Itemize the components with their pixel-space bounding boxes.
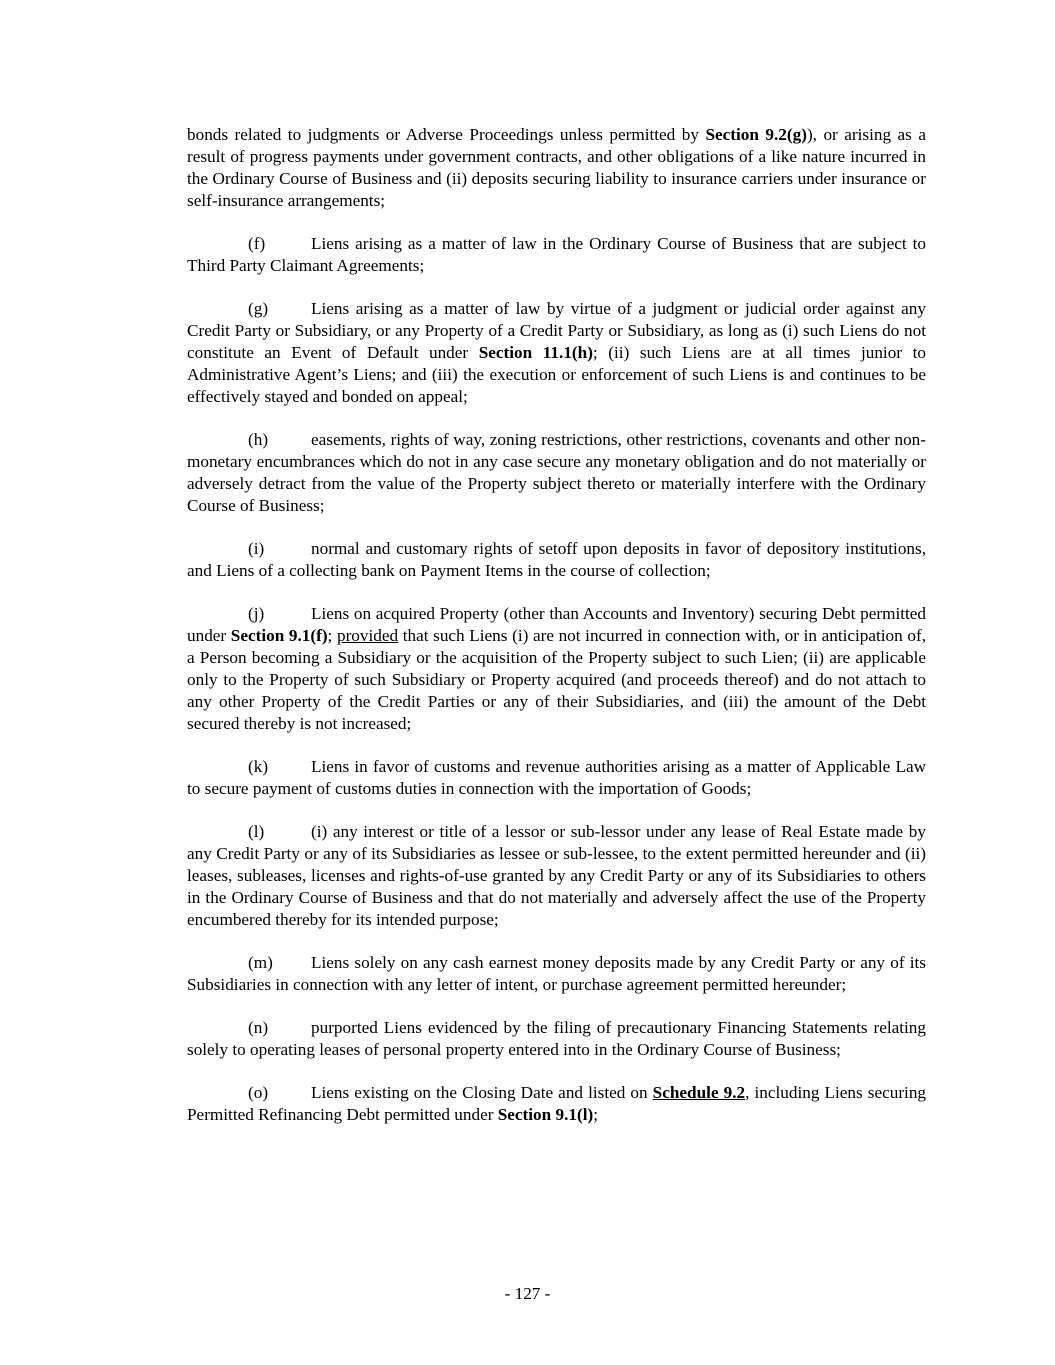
paragraph-o: (o) Liens existing on the Closing Date and listed on Schedule 9.2, including Liens securing Permitted Refinancing Debt permitted under Section 9.1(l);: [187, 1083, 927, 1124]
paragraph-g: (g) Liens arising as a matter of law by virtue of a judgment or judicial order against any Credit Party or Subsidiary, or any Property of a Credit Party or Subsidiary, as long as (i) such Liens do not constitute an Event of Default under Section 11.1(h); (ii) such Liens are at all times junior to Administrative Agent’s Liens; and (iii) the execution or enforcement of such Liens is and continues to be effectively stayed and bonded on appeal;: [187, 299, 926, 406]
section-reference: Section 9.2(g): [705, 125, 807, 144]
paragraph-k: (k) Liens in favor of customs and revenue authorities arising as a matter of Applicable Law to secure payment of customs duties in connection with the importation of Goods;: [187, 757, 926, 798]
paragraph-l: (l) (i) any interest or title of a lessor or sub-lessor under any lease of Real Estate made by any Credit Party or any of its Subsidiaries as lessee or sub-lessee, to the extent permitted hereunder and (ii) leases, subleases, licenses and rights-of-use granted by any Credit Party or any of its Subsidiaries to others in the Ordinary Course of Business and that do not materially and adversely affect the use of the Property encumbered thereby for its intended purpose;: [187, 822, 926, 929]
item-label: (h): [248, 430, 269, 449]
section-reference: Section 9.1(l): [497, 1105, 594, 1124]
paragraph-f: (f) Liens arising as a matter of law in the Ordinary Course of Business that are subject to Third Party Claimant Agreements;: [187, 234, 926, 275]
item-label: (j): [248, 604, 265, 623]
item-label: (l): [248, 822, 265, 841]
paragraph-m: (m) Liens solely on any cash earnest money deposits made by any Credit Party or any of its Subsidiaries in connection with any letter of intent, or purchase agreement permitted hereunder;: [187, 953, 926, 994]
item-label: (m): [248, 953, 273, 972]
paragraph-n: (n) purported Liens evidenced by the filing of precautionary Financing Statements relating solely to operating leases of personal property entered into in the Ordinary Course of Business;: [187, 1018, 926, 1059]
item-label: (g): [248, 299, 269, 318]
document-page: [187, 124, 926, 1147]
paragraph-h: (h) easements, rights of way, zoning restrictions, other restrictions, covenants and other non-monetary encumbrances which do not in any case secure any monetary obligation and do not materially or adversely detract from the value of the Property subject thereto or materially interfere with the Ordinary Course of Business;: [187, 430, 926, 515]
item-label: (o): [248, 1083, 269, 1102]
section-reference: Section 9.1(f): [230, 626, 328, 645]
item-label: (k): [248, 757, 269, 776]
page-number: - 127 -: [504, 1284, 551, 1303]
section-reference: Section 11.1(h): [478, 343, 593, 362]
item-label: (n): [248, 1018, 269, 1037]
item-label: (i): [248, 539, 265, 558]
paragraph-j: (j) Liens on acquired Property (other than Accounts and Inventory) securing Debt permitted under Section 9.1(f); provided that such Liens (i) are not incurred in connection with, or in anticipation of, a Person becoming a Subsidiary or the acquisition of the Property subject to such Lien; (ii) are applicable only to the Property of such Subsidiary or Property acquired (and proceeds thereof) and do not attach to any other Property of the Credit Parties or any of their Subsidiaries, and (iii) the amount of the Debt secured thereby is not increased;: [187, 604, 926, 733]
schedule-reference: Schedule 9.2: [652, 1083, 746, 1102]
item-label: (f): [248, 234, 266, 253]
paragraph-continuation: bonds related to judgments or Adverse Proceedings unless permitted by Section 9.2(g)), or arising as a result of progress payments under government contracts, and other obligations of a like nature incurred in the Ordinary Course of Business and (ii) deposits securing liability to insurance carriers under insurance or self-insurance arrangements;: [187, 125, 926, 210]
paragraph-i: (i) normal and customary rights of setoff upon deposits in favor of depository institutions, and Liens of a collecting bank on Payment Items in the course of collection;: [187, 539, 926, 580]
provided-term: provided: [336, 626, 399, 645]
